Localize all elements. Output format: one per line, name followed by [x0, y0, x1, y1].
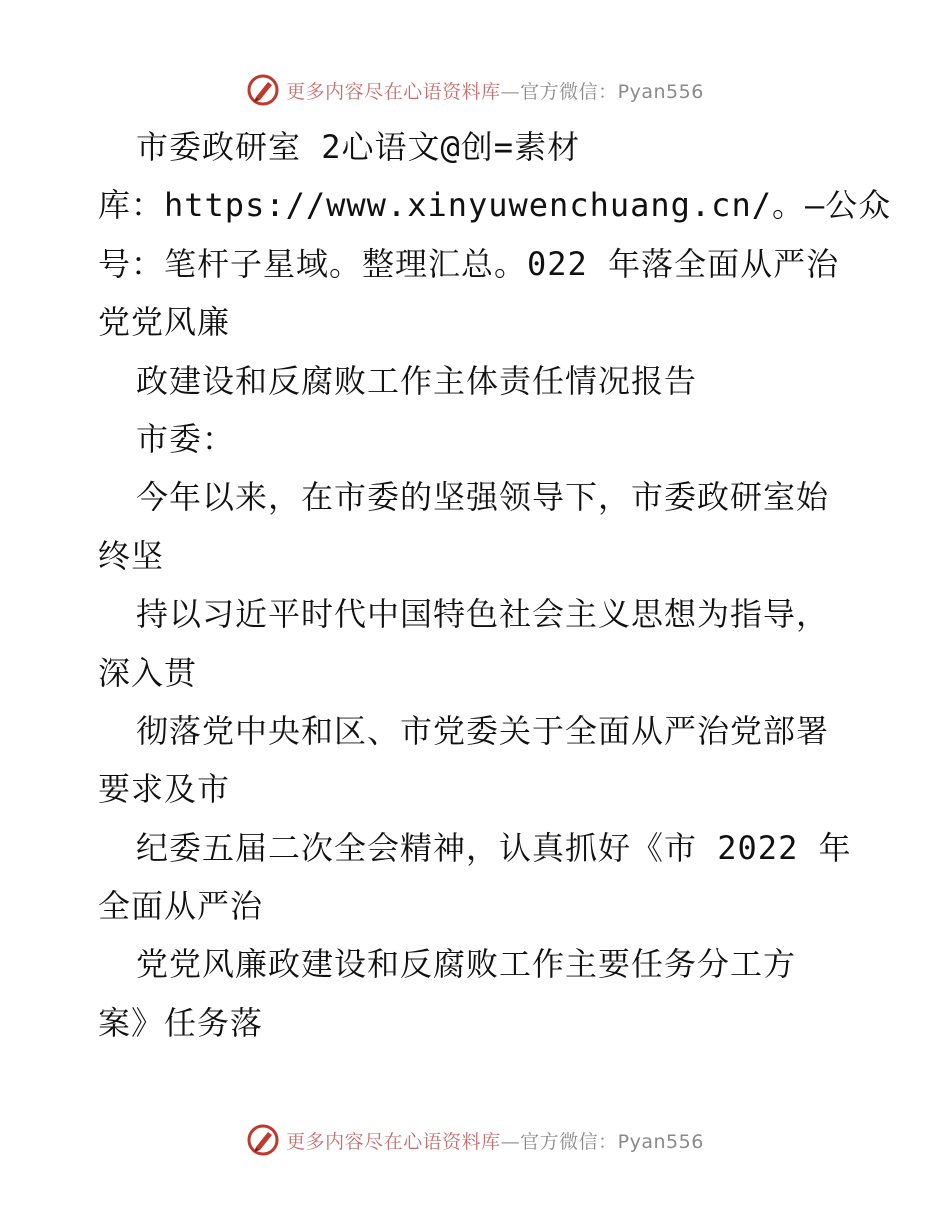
text-line: 彻落党中央和区、市党委关于全面从严治党部署 [136, 711, 830, 750]
text-line: 终坚 [98, 536, 165, 575]
banner-separator: — [500, 1130, 521, 1153]
text-line: 要求及市 [98, 770, 231, 809]
text-line: 党党风廉政建设和反腐败工作主要任务分工方 [136, 945, 797, 984]
document-body [98, 118, 892, 1052]
text-line: 市委： [136, 419, 236, 458]
banner-wechat: 官方微信：Pyan556 [520, 80, 704, 103]
text-line: 纪委五届二次全会精神，认真抓好《市 2022 年 [136, 828, 852, 867]
text-line: 全面从严治 [98, 887, 264, 926]
text-line: 持以习近平时代中国特色社会主义思想为指导， [136, 595, 830, 634]
banner-separator: — [500, 80, 521, 103]
text-line: 政建设和反腐败工作主体责任情况报告 [136, 361, 698, 400]
banner-title: 更多内容尽在心语资料库 [286, 1130, 501, 1153]
text-line: 库：https://www.xinyuwenchuang.cn/。—公众 [98, 186, 892, 225]
text-line: 党党风廉 [98, 303, 231, 342]
text-line: 今年以来，在市委的坚强领导下，市委政研室始 [136, 478, 830, 517]
banner-title: 更多内容尽在心语资料库 [286, 80, 501, 103]
text-line: 号：笔杆子星域。整理汇总。022 年落全面从严治 [98, 244, 840, 283]
text-line: 深入贯 [98, 653, 198, 692]
text-line: 案》任务落 [98, 1003, 264, 1042]
banner-wechat: 官方微信：Pyan556 [520, 1130, 704, 1153]
footer-banner [0, 1120, 950, 1160]
pen-logo-icon [246, 1123, 280, 1157]
text-line: 市委政研室 2心语文@创=素材 [136, 128, 581, 166]
pen-logo-icon [246, 73, 280, 107]
header-banner [0, 70, 950, 110]
